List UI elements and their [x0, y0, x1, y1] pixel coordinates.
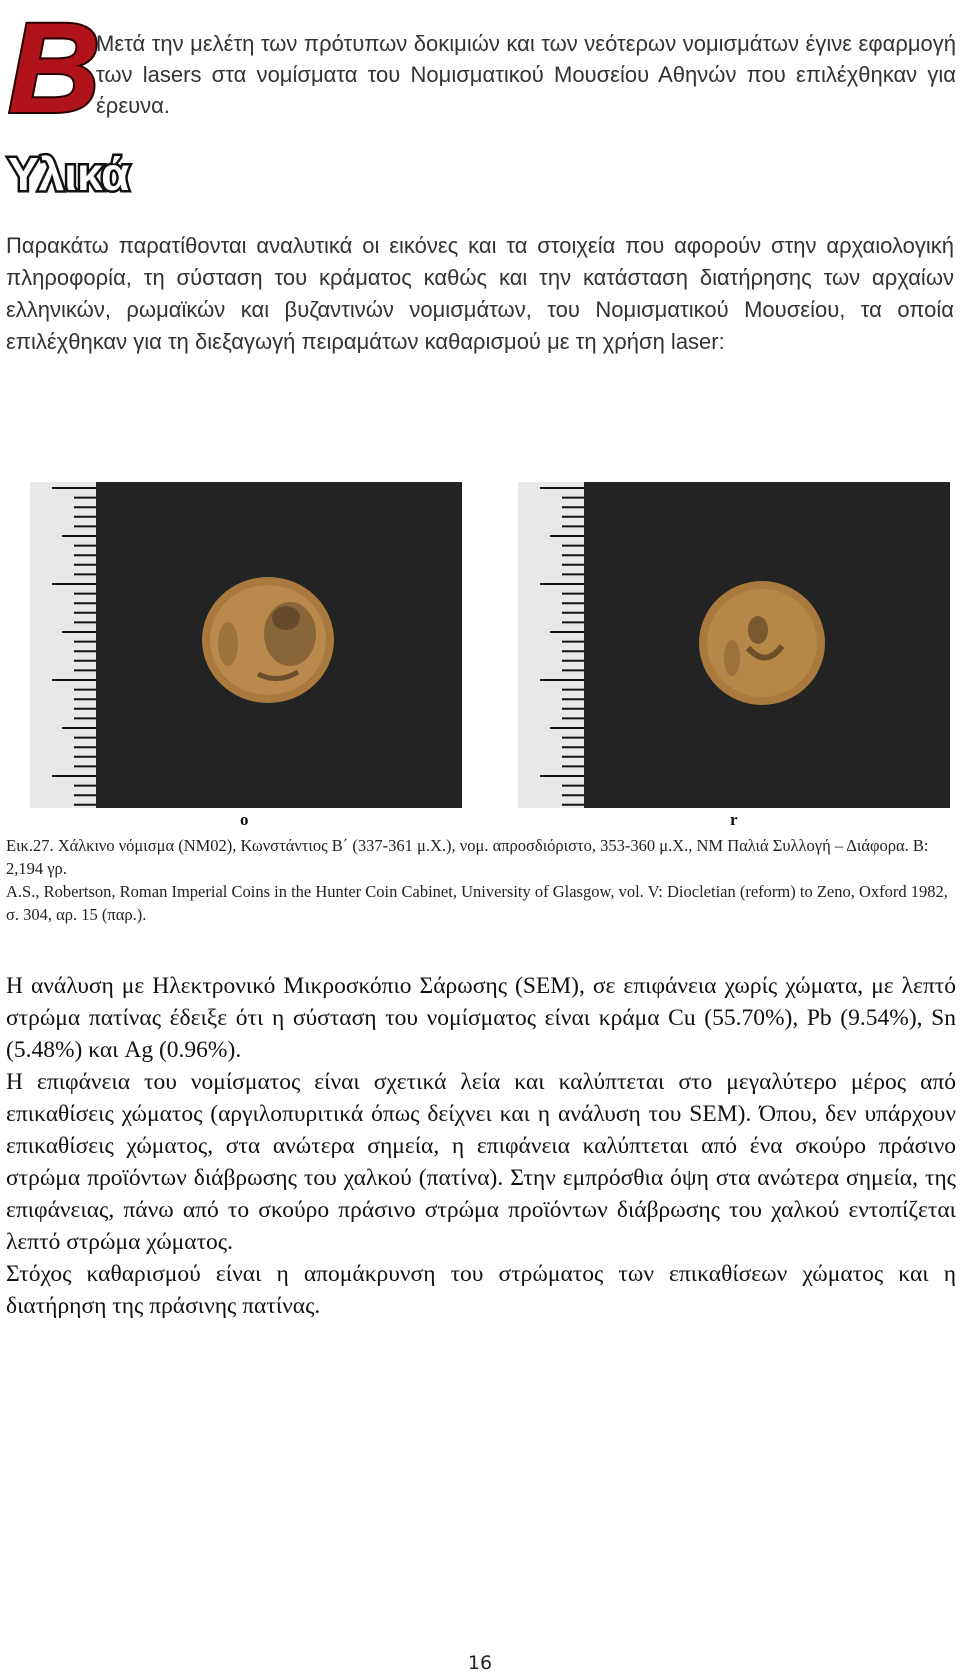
body-paragraph-goal: Στόχος καθαρισμού είναι η απομάκρυνση του στρώματος των επικαθίσεων χώματος και η διατήρηση της πράσινης πατίνας.	[6, 1261, 956, 1319]
section-heading	[6, 148, 166, 200]
page-number: 16	[467, 1652, 493, 1674]
analysis-text	[6, 970, 956, 1322]
drop-cap	[4, 0, 101, 140]
ruler-scale	[30, 482, 96, 808]
section-heading-text: Υλικά	[8, 148, 130, 200]
reverse-label: r	[730, 810, 738, 829]
drop-cap-letter: B	[8, 0, 101, 140]
ruler-scale	[518, 482, 584, 808]
coin-reverse-image	[696, 578, 828, 708]
coin-obverse-image	[198, 574, 338, 706]
coin-photo-obverse	[30, 482, 462, 808]
figure-caption	[6, 834, 956, 926]
obverse-label: o	[240, 810, 249, 829]
caption-description: Εικ.27. Χάλκινο νόμισμα (ΝΜ02), Κωνστάντιος Β΄ (337-361 μ.Χ.), νομ. απροσδιόριστο, 353-360 μ.Χ., ΝΜ Παλιά Συλλογή – Διάφορα. Β: 2,194 γρ.	[6, 836, 929, 878]
body-paragraph-surface: Η επιφάνεια του νομίσματος είναι σχετικά λεία και καλύπτεται στο μεγαλύτερο μέρος από επικαθίσεις χώματος (αργιλοπυριτικά όπως δείχνει και η ανάλυση του SEM). Όπου, δεν υπάρχουν επικαθίσεις χώματος, στα ανώτερα σημεία, η επιφάνεια καλύπτεται από ένα σκούρο πράσινο στρώμα προϊόντων διάβρωσης του χαλκού (πατίνα). Στην εμπρόσθια όψη στα ανώτερα σημεία, της επιφάνειας, πάνω από το σκούρο πράσινο στρώμα προϊόντων διάβρωσης του χαλκού εντοπίζεται λεπτό στρώμα χώματος.	[6, 1069, 956, 1255]
caption-reference: A.S., Robertson, Roman Imperial Coins in the Hunter Coin Cabinet, University of Glasgow, vol. V: Diocletian (reform) to Zeno, Oxford 1982, σ. 304, αρ. 15 (παρ.).	[6, 882, 948, 924]
coin-photo-reverse	[518, 482, 950, 808]
lead-paragraph: Παρακάτω παρατίθονται αναλυτικά οι εικόνες και τα στοιχεία που αφορούν στην αρχαιολογική πληροφορία, τη σύσταση του κράματος καθώς και την κατάσταση διατήρησης των αρχαίων ελληνικών, ρωμαϊκών και βυζαντινών νομισμάτων, του Νομισματικού Μουσείου, τα οποία επιλέχθηκαν για τη διεξαγωγή πειραμάτων καθαρισμού με τη χρήση laser:	[6, 233, 954, 354]
intro-paragraph: Μετά την μελέτη των πρότυπων δοκιμιών και των νεότερων νομισμάτων έγινε εφαρμογή των lasers στα νομίσματα του Νομισματικού Μουσείου Αθηνών που επιλέχθηκαν για έρευνα.	[96, 31, 956, 118]
body-paragraph-sem: Η ανάλυση με Ηλεκτρονικό Μικροσκόπιο Σάρωσης (SEM), σε επιφάνεια χωρίς χώματα, με λεπτό στρώμα πατίνας έδειξε ότι η σύσταση του νομίσματος είναι κράμα Cu (55.70%), Pb (9.54%), Sn (5.48%) και Ag (0.96%).	[6, 973, 956, 1063]
